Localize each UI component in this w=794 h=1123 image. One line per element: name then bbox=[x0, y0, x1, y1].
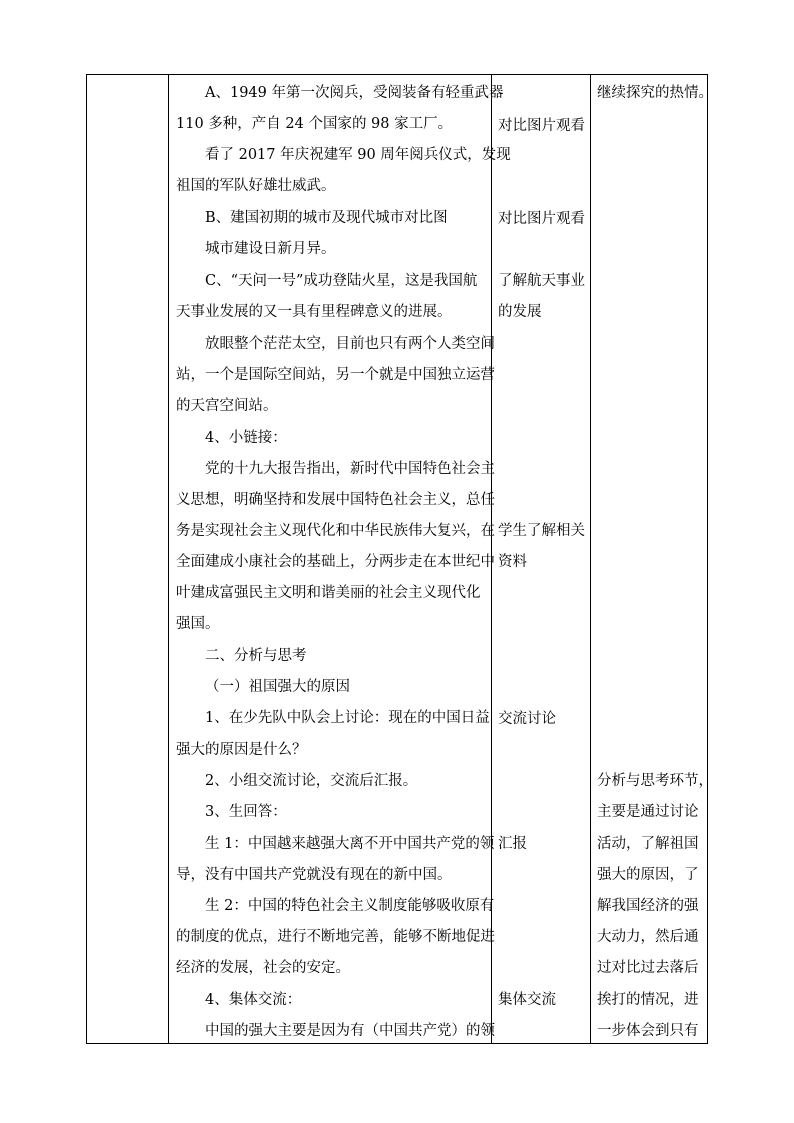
intent-line: 挨打的情况，进 bbox=[597, 992, 699, 1008]
activity-line: 对比图片观看 bbox=[498, 211, 585, 227]
content-line: 放眼整个茫茫太空，目前也只有两个人类空间 bbox=[205, 336, 495, 352]
activity-line: 资料 bbox=[498, 554, 527, 570]
intent-line: 强大的原因，了 bbox=[597, 867, 699, 883]
content-line: 党的十九大报告指出，新时代中国特色社会主 bbox=[205, 461, 495, 477]
activity-line: 集体交流 bbox=[498, 992, 556, 1008]
content-line: 祖国的军队好雄壮威武。 bbox=[176, 178, 336, 194]
content-line: 强大的原因是什么？ bbox=[176, 742, 307, 758]
content-line: 务是实现社会主义现代化和中华民族伟大复兴，在 bbox=[176, 523, 495, 539]
intent-line: 过对比过去落后 bbox=[597, 960, 699, 976]
activity-line: 对比图片观看 bbox=[498, 118, 585, 134]
content-line: 经济的发展，社会的安定。 bbox=[176, 960, 350, 976]
content-line: 3、生回答： bbox=[205, 804, 287, 820]
intent-line: 活动，了解祖国 bbox=[597, 836, 699, 852]
lesson-plan-table bbox=[86, 74, 713, 1044]
content-line: 4、集体交流： bbox=[205, 992, 302, 1008]
content-line: 导，没有中国共产党就没有现在的新中国。 bbox=[176, 867, 452, 883]
content-line: 4、小链接： bbox=[205, 430, 287, 446]
content-line: 的天宫空间站。 bbox=[176, 398, 278, 414]
column-divider bbox=[590, 75, 591, 1043]
content-line: 中国的强大主要是因为有（中国共产党）的领 bbox=[205, 1023, 495, 1039]
intent-line: 一步体会到只有 bbox=[597, 1023, 699, 1039]
content-line: 生 2：中国的特色社会主义制度能够吸收原有 bbox=[205, 898, 495, 914]
content-line: B、建国初期的城市及现代城市对比图 bbox=[205, 210, 448, 226]
content-line: 全面建成小康社会的基础上，分两步走在本世纪中 bbox=[176, 554, 495, 570]
content-line: 看了 2017 年庆祝建军 90 周年阅兵仪式，发现 bbox=[205, 147, 511, 163]
content-line: 110 多种，产自 24 个国家的 98 家工厂。 bbox=[176, 116, 453, 132]
intent-line: 分析与思考环节， bbox=[597, 773, 713, 789]
activity-line: 的发展 bbox=[498, 304, 542, 320]
content-line: 叶建成富强民主文明和谐美丽的社会主义现代化 bbox=[176, 585, 481, 601]
activity-line: 了解航天事业 bbox=[498, 273, 585, 289]
content-line: 强国。 bbox=[176, 616, 220, 632]
subsection-heading: （一）祖国强大的原因 bbox=[205, 679, 350, 695]
content-line: 生 1：中国越来越强大离不开中国共产党的领 bbox=[205, 836, 495, 852]
activity-line: 学生了解相关 bbox=[498, 523, 585, 539]
column-divider bbox=[168, 75, 169, 1043]
content-line: 的制度的优点，进行不断地完善，能够不断地促进 bbox=[176, 929, 495, 945]
intent-line: 解我国经济的强 bbox=[597, 898, 699, 914]
intent-line: 主要是通过讨论 bbox=[597, 804, 699, 820]
content-line: C、“天问一号”成功登陆火星，这是我国航 bbox=[205, 273, 478, 289]
content-line: 义思想，明确坚持和发展中国特色社会主义，总任 bbox=[176, 492, 495, 508]
activity-line: 汇报 bbox=[498, 836, 527, 852]
intent-line: 大动力，然后通 bbox=[597, 929, 699, 945]
content-line: 城市建设日新月异。 bbox=[205, 241, 336, 257]
section-heading: 二、分析与思考 bbox=[205, 648, 307, 664]
content-line: 站，一个是国际空间站，另一个就是中国独立运营 bbox=[176, 367, 495, 383]
activity-line: 交流讨论 bbox=[498, 711, 556, 727]
intent-line: 继续探究的热情。 bbox=[597, 85, 713, 101]
content-line: 2、小组交流讨论，交流后汇报。 bbox=[205, 773, 418, 789]
content-line: 天事业发展的又一具有里程碑意义的进展。 bbox=[176, 304, 452, 320]
content-line: 1、在少先队中队会上讨论：现在的中国日益 bbox=[205, 710, 490, 726]
content-line: A、1949 年第一次阅兵，受阅装备有轻重武器 bbox=[205, 85, 504, 101]
